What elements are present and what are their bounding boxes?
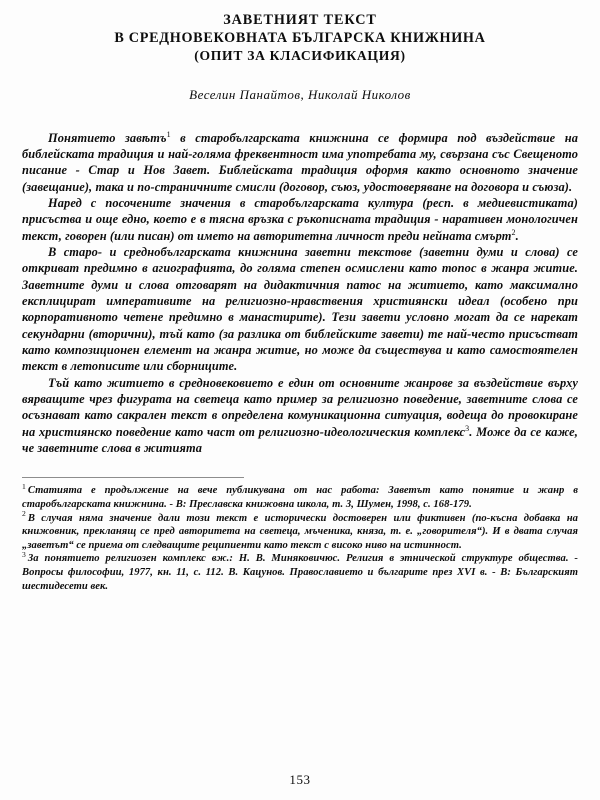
footnote-number: 2 [22,509,26,519]
footnote-emphasis-italic: религиозен комплекс [105,553,206,565]
body-paragraph [22,375,578,457]
title-line-3: (ОПИТ ЗА КЛАСИФИКАЦИЯ) [194,48,406,63]
text-run: . [515,228,519,243]
footnote-number: 1 [22,481,26,491]
page-number: 153 [289,772,311,787]
text-run: . Може да се каже, че заветните слова в житията [22,424,578,456]
emphasis-bold: завѣтъ [124,130,167,145]
footnote-number: 3 [22,549,26,559]
footnote-reference: 1 [166,129,171,139]
footnote-item [22,481,578,511]
title-line-1: ЗАВЕТНИЯТ ТЕКСТ [223,12,377,28]
footnote-text-run: . Религия в этнической структуре общества. - Вопросы философии, 1977, кн. 11, с. 112. [22,553,578,578]
footnote-text-run: В случая няма значение дали този текст е исторически достоверен или фиктивен (по-късна добавка на книжовник, прекланящ се пред авторитета на светеца, мъченика, княза, т. е. „говорителя“). И в двата случая „заветът“ се приема от следващите реципиенти като текст с високо ниво на истинност. [22,512,578,551]
title-line-2: В СРЕДНОВЕКОВНАТА БЪЛГАРСКА КНИЖНИНА [114,29,486,46]
footnote-reference: 3 [465,423,470,433]
text-run: в старобългарската книжнина се формира под въздействие на библейската традиция и най-голяма фреквентност има употребата му, свързана със Свещеното писание - Стар и Нов Завет. Библейската традиция оформя както основното значение (завещание), така и по-страничните смисли (договор, съюз, удостоверяване на договора и съюза). [22,130,578,194]
emphasis-italic: секундарни [22,326,85,341]
title-block [22,10,578,65]
text-run: (вторични), тъй като (за разлика от библейските завети) те най-често присъстват като композиционен елемент на жанра житие, но може да съществува и като самостоятелен текст в летописите или сборниците. [22,326,578,374]
text-run: В старо- и среднобългарската книжнина заветни текстове (заветни думи и слова) се откриват предимно в агиографията, до голяма степен осмислени като [22,244,578,276]
body-paragraph [22,195,578,244]
footnote-text-run: Статията е продължение на вече публикувана от нас работа: Заветът като понятие и жанр в старобългарската книжнина. - В: Преславска книжовна школа, т. 3, Шумен, 1998, с. 168-179. [22,485,578,510]
body-paragraph [22,130,578,195]
text-run: в жанра житие. Заветните думи и слова отговарят на дидактичния патос на житието, като максимално експлицират императивите на религиозно-нравствения християнски идеал (особено при корпоративното четене предимно в манастирите). Тези завети условно могат да се нарекат [22,261,578,325]
footnote-separator-rule [22,477,244,478]
footnote-text-run: За понятието [27,553,106,565]
footnotes-block [22,481,578,593]
footnote-text-run: вж.: [205,553,239,565]
footnote-emphasis-italic: Н. В. Миняковичюс [238,553,338,565]
text-run: Понятието [48,130,125,145]
footnote-text-run: . Православието и българите през XVI в. - В: Българският шестидесети век. [22,566,578,592]
emphasis-bold: топос [441,261,477,276]
footnote-item [22,509,578,553]
body-paragraph [22,244,578,375]
body-text [22,130,578,457]
authors-byline: Веселин Панайтов, Николай Николов [189,86,411,102]
footnote-item [22,549,578,593]
text-run: Наред с посочените значения в старобългарската култура (респ. в медиевистиката) присъства и още едно, което е в тясна връзка с ръкописната традиция - наративен монологичен текст, говорен (или писан) от името на авторитетна личност преди нейната смърт [22,195,578,243]
footnote-reference: 2 [511,227,516,237]
footnote-emphasis-italic: В. Кацунов [228,566,283,578]
text-run: Тъй като житието в средновековието е един от основните жанрове за въздействие върху вярващите чрез фигурата на светеца като пример за религиозно поведение, заветните слова се осъзнават като сакрален текст в определена комуникационна ситуация, водеща до провокиране на християнско поведение като част от религиозно-идеологическия комплекс [22,375,578,439]
